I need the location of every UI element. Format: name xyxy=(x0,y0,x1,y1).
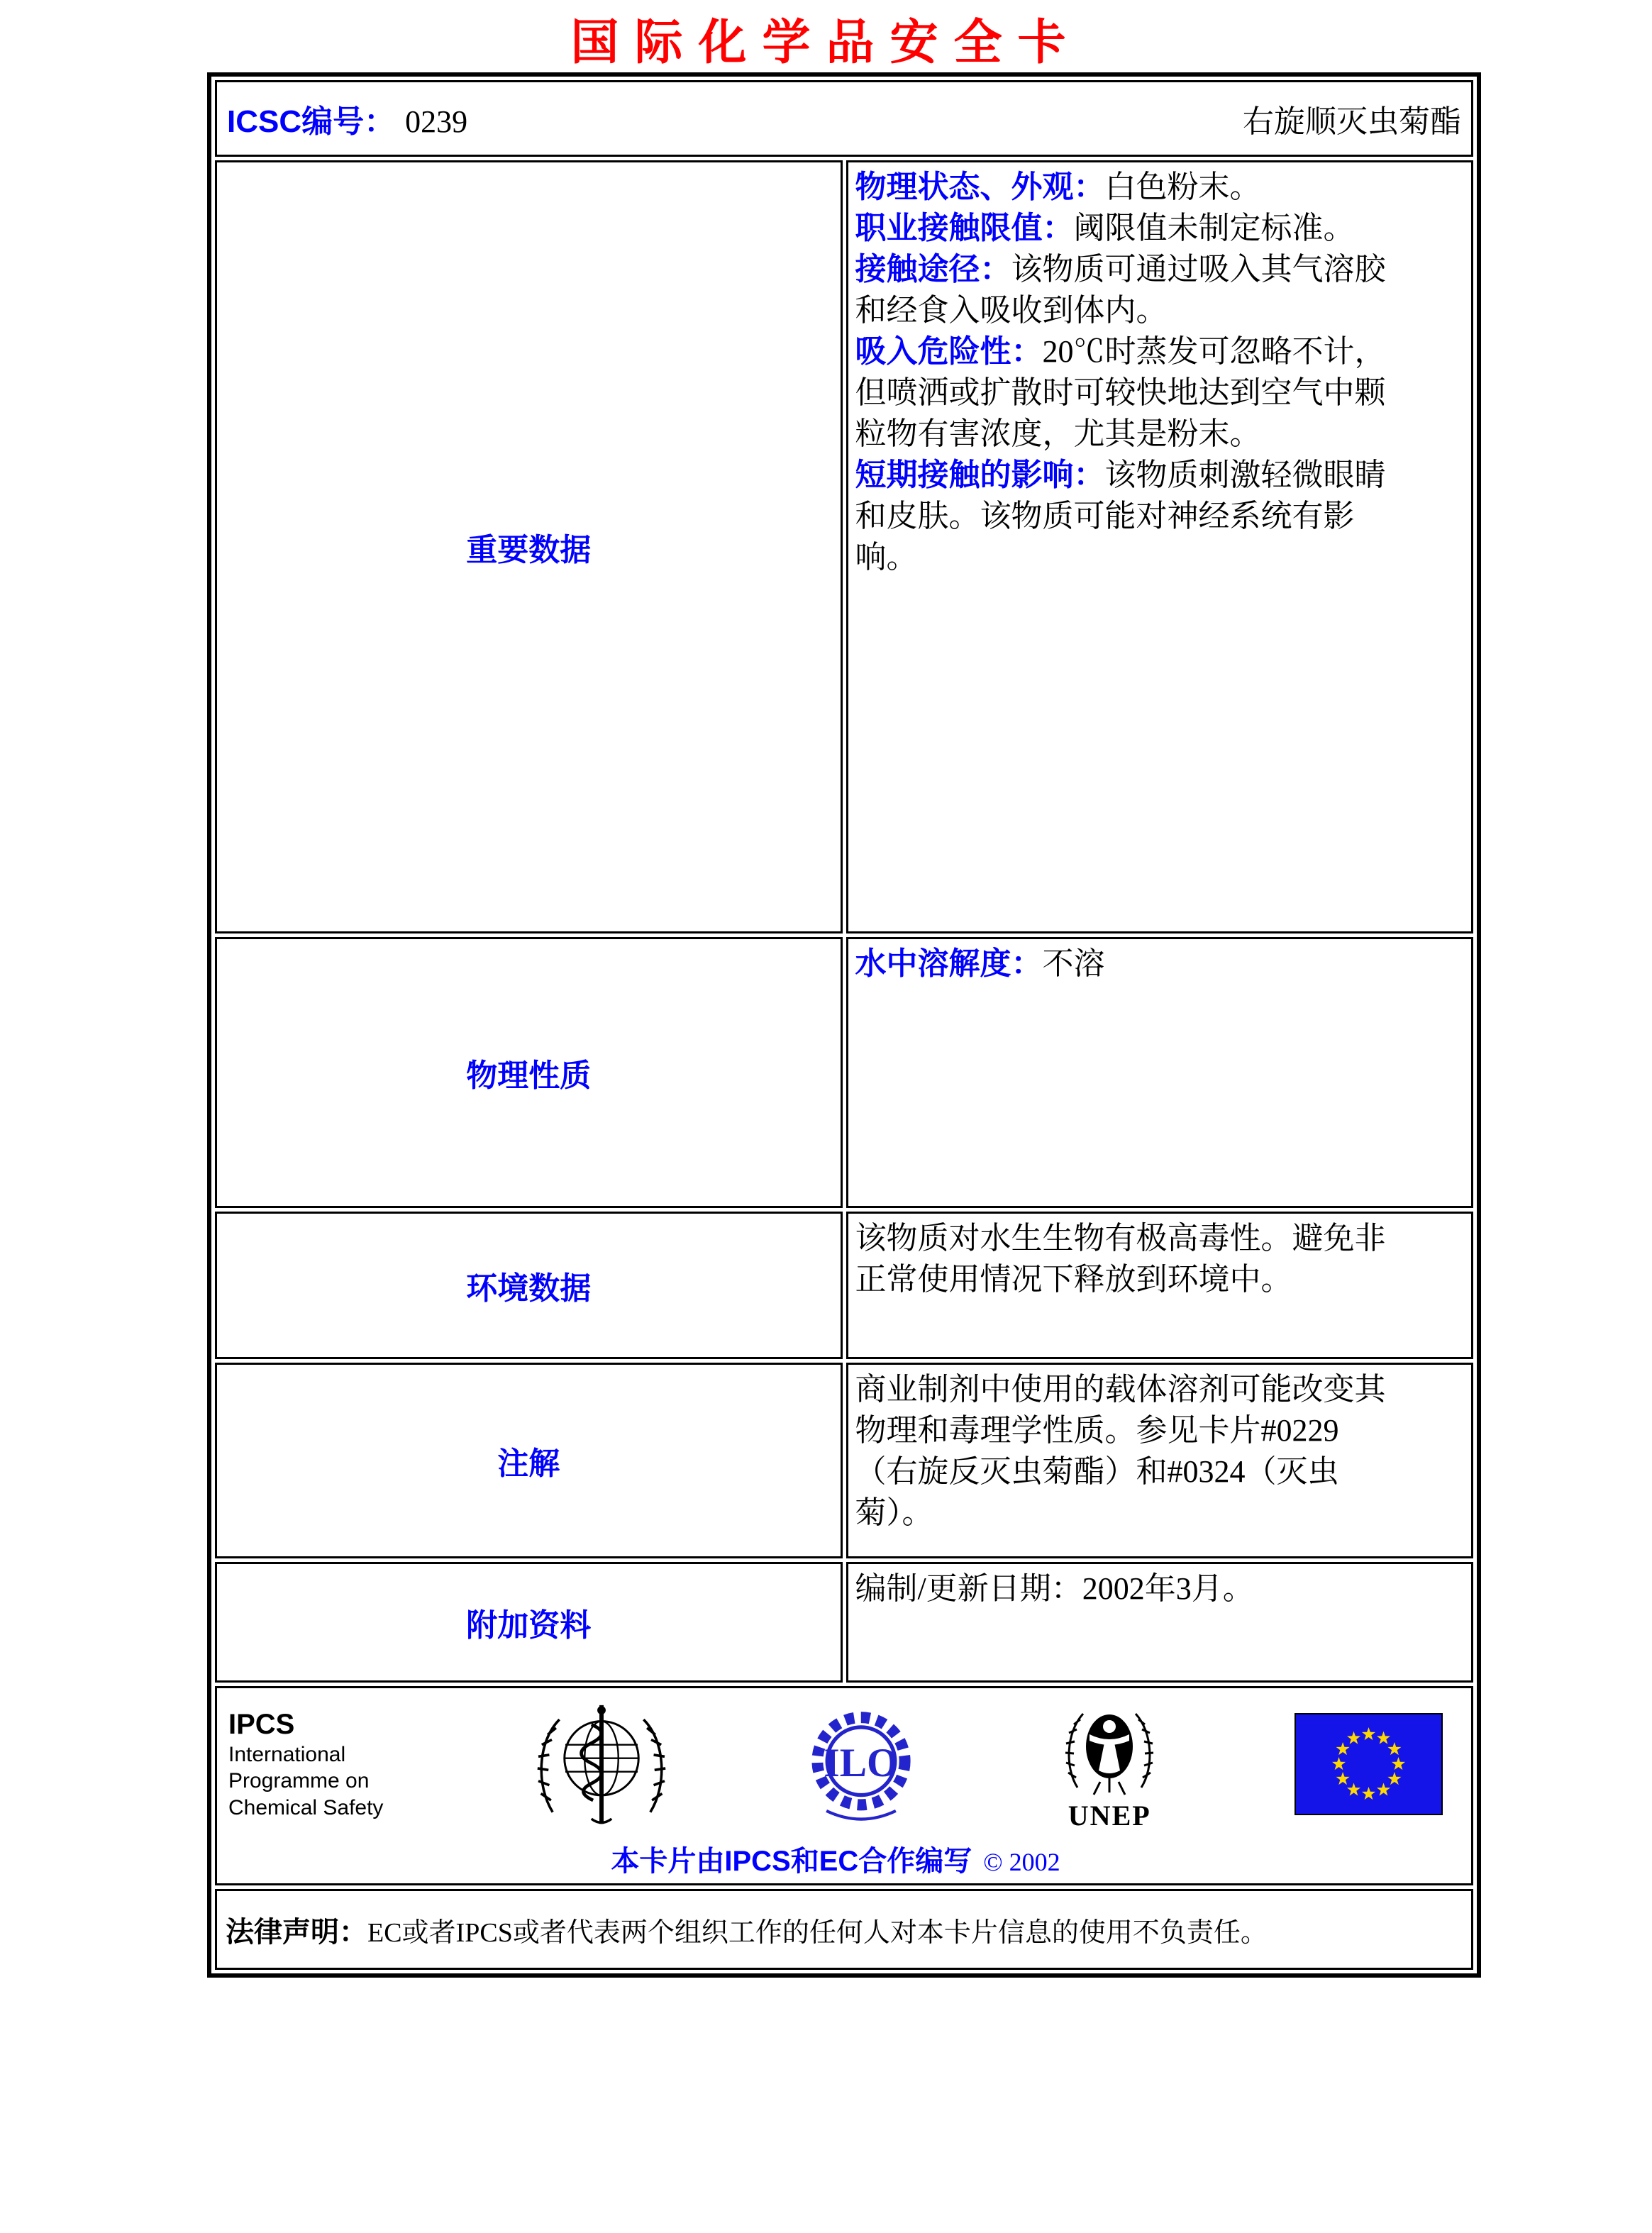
who-logo-icon xyxy=(534,1701,669,1827)
ilo-logo-icon xyxy=(797,1704,925,1824)
data-item xyxy=(855,1568,1395,1609)
header-row xyxy=(215,80,1473,157)
item-text: 该物质对水生生物有极高毒性。避免非正常使用情况下释放到环境中。 xyxy=(855,1221,1386,1297)
item-label: 接触途径： xyxy=(855,252,1011,287)
logo-row xyxy=(228,1697,1443,1832)
section-label-physical-properties: 物理性质 xyxy=(215,937,843,1208)
icsc-table xyxy=(207,72,1481,1978)
page-title: 国际化学品安全卡 xyxy=(570,16,1082,70)
section-content-notes xyxy=(846,1363,1474,1558)
section-row-notes xyxy=(215,1363,1473,1558)
section-row-important-data xyxy=(215,160,1473,933)
item-label: 物理状态、外观： xyxy=(855,170,1105,204)
item-text: 编制/更新日期：2002年3月。 xyxy=(855,1571,1254,1606)
item-text: 不溶 xyxy=(1042,946,1105,981)
item-label: 短期接触的影响： xyxy=(855,458,1105,492)
unep-logo xyxy=(1053,1697,1166,1832)
icsc-number-group xyxy=(227,96,467,141)
ipcs-acronym: IPCS xyxy=(228,1708,295,1740)
item-text: 白色粉末。 xyxy=(1104,170,1261,204)
section-row-additional-information xyxy=(215,1562,1473,1683)
copyright: © 2002 xyxy=(983,1848,1060,1876)
item-label: 吸入危险性： xyxy=(855,334,1043,369)
ipcs-logo-text: IPCS International Programme on Chemical Safety xyxy=(228,1707,406,1822)
item-label: 职业接触限值： xyxy=(855,211,1074,245)
credit-line: 本卡片由IPCS和EC合作编写 xyxy=(611,1846,972,1877)
item-text: 商业制剂中使用的载体溶剂可能改变其物理和毒理学性质。参见卡片#0229（右旋反灭虫菊酯）和#0324（灭虫菊）。 xyxy=(855,1372,1386,1530)
section-row-physical-properties xyxy=(215,937,1473,1208)
section-content-environmental-data xyxy=(846,1212,1474,1359)
credit-row xyxy=(228,1839,1443,1879)
item-text: 20℃时蒸发可忽略不计，但喷洒或扩散时可较快地达到空气中颗粒物有害浓度，尤其是粉末。 xyxy=(855,334,1386,451)
chemical-name: 右旋顺灭虫菊酯 xyxy=(1243,104,1461,139)
footer-cell xyxy=(215,1686,1473,1885)
data-item xyxy=(855,1369,1395,1534)
section-content-important-data xyxy=(846,160,1474,933)
data-item xyxy=(855,167,1395,208)
item-text: 该物质刺激轻微眼睛和皮肤。该物质可能对神经系统有影响。 xyxy=(855,458,1386,575)
section-row-environmental-data xyxy=(215,1212,1473,1359)
item-label: 水中溶解度： xyxy=(855,946,1043,981)
icsc-number-value: 0239 xyxy=(405,104,468,139)
footer-row xyxy=(215,1686,1473,1885)
legal-cell xyxy=(215,1889,1473,1970)
section-content-physical-properties xyxy=(846,937,1474,1208)
unep-caption: UNEP xyxy=(1068,1799,1151,1832)
data-item xyxy=(855,455,1395,578)
legal-label: 法律声明： xyxy=(226,1916,367,1948)
eu-flag-icon xyxy=(1295,1713,1443,1815)
data-item xyxy=(855,249,1395,331)
legal-text: EC或者IPCS或者代表两个组织工作的任何人对本卡片信息的使用不负责任。 xyxy=(367,1917,1268,1948)
header-cell xyxy=(215,80,1473,157)
icsc-number-label: ICSC编号： xyxy=(227,104,396,139)
section-label-important-data: 重要数据 xyxy=(215,160,843,933)
legal-row xyxy=(215,1889,1473,1970)
data-item xyxy=(855,208,1395,249)
item-text: 阈限值未制定标准。 xyxy=(1073,211,1355,245)
unep-logo-icon xyxy=(1053,1697,1166,1803)
item-text: 该物质可通过吸入其气溶胶和经食入吸收到体内。 xyxy=(855,252,1386,328)
section-content-additional-information xyxy=(846,1562,1474,1683)
section-label-notes: 注解 xyxy=(215,1363,843,1558)
data-item xyxy=(855,331,1395,455)
data-item xyxy=(855,1218,1395,1300)
svg-text:ILO: ILO xyxy=(823,1741,899,1785)
section-label-environmental-data: 环境数据 xyxy=(215,1212,843,1359)
data-item xyxy=(855,943,1395,985)
section-label-additional-information: 附加资料 xyxy=(215,1562,843,1683)
